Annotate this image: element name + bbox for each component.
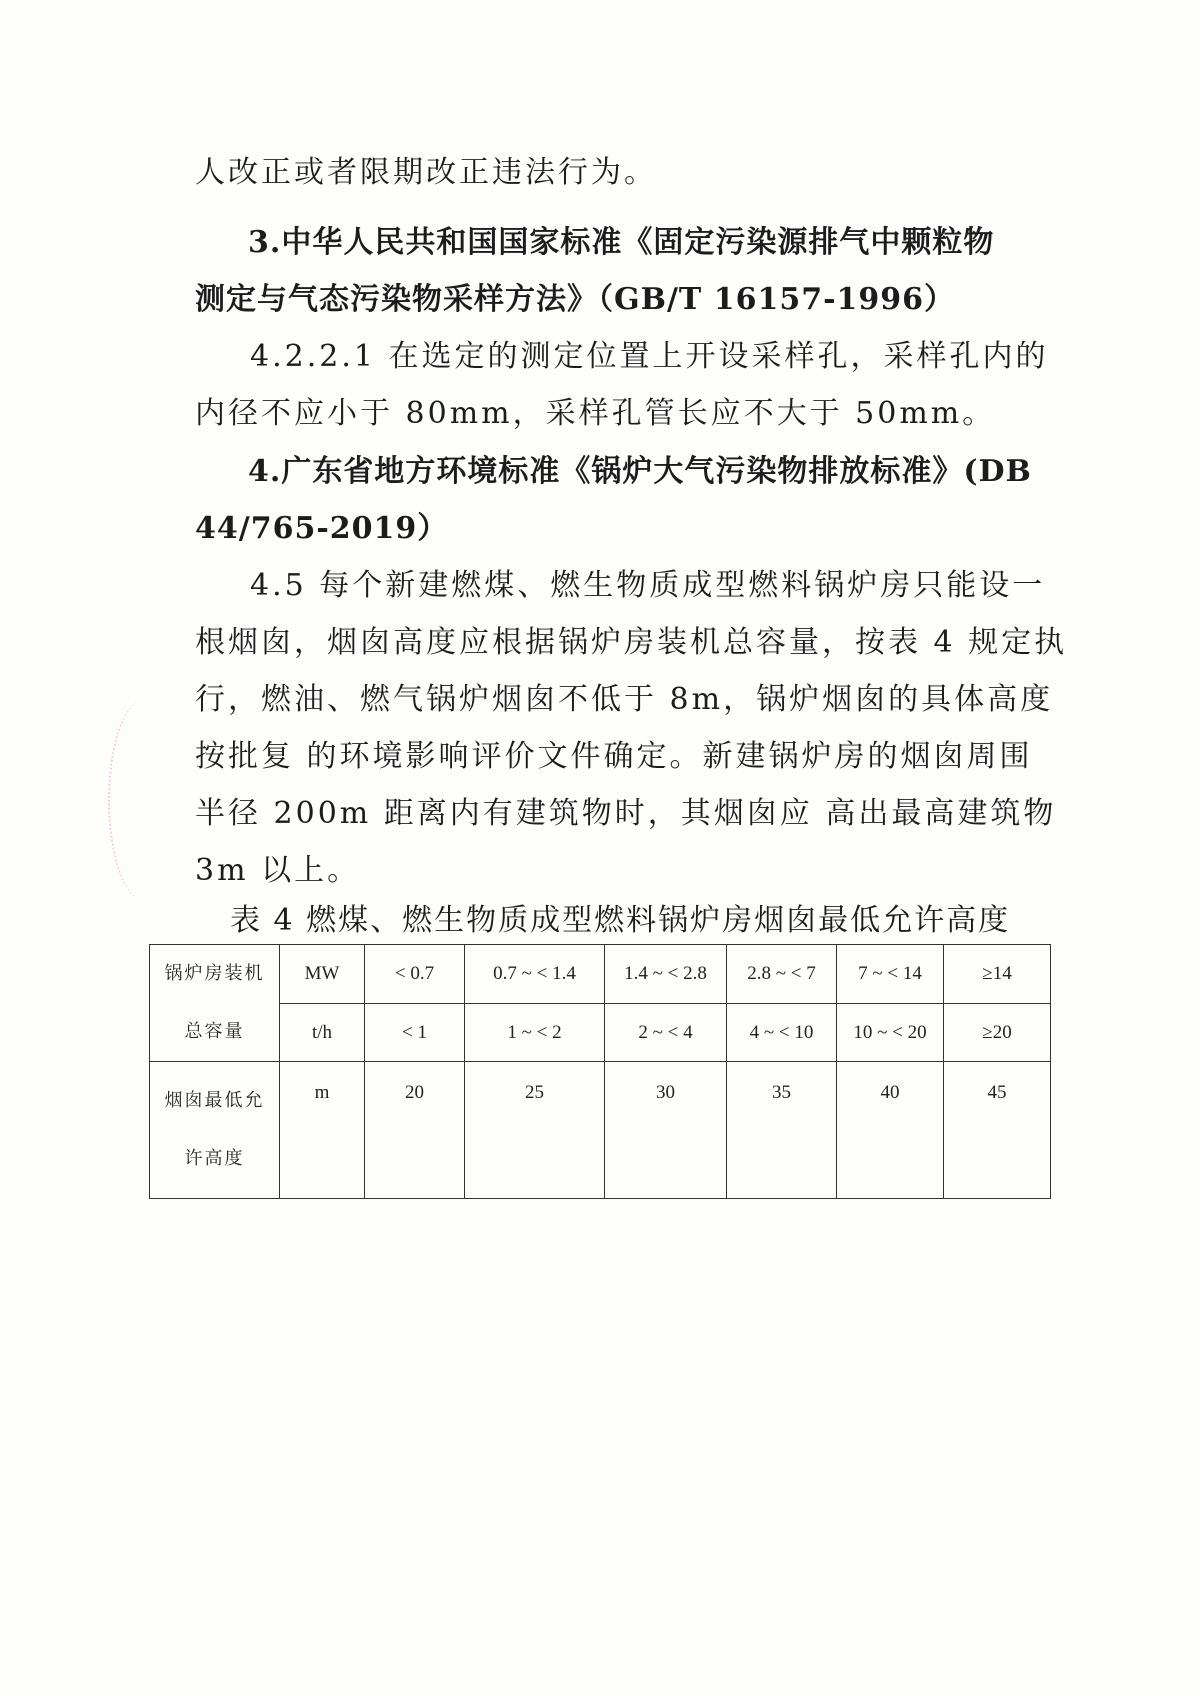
height-header-cell (150, 1062, 280, 1199)
th-cell: 10 ~ < 20 (837, 1004, 944, 1062)
unit-th: t/h (280, 1004, 365, 1062)
mw-cell: 2.8 ~ < 7 (727, 945, 837, 1004)
height-cell: 45 (944, 1062, 1051, 1199)
unit-mw: MW (280, 945, 365, 1004)
faint-stamp-mark (108, 700, 180, 900)
height-cell: 25 (465, 1062, 605, 1199)
table-row-height (150, 1062, 1051, 1199)
capacity-label-line1: 锅炉房装机 (164, 963, 265, 984)
th-cell: < 1 (365, 1004, 465, 1062)
section-heading-3-line1: 3.中华人民共和国国家标准《固定污染源排气中颗粒物 (248, 225, 995, 260)
mw-cell: 1.4 ~ < 2.8 (605, 945, 727, 1004)
clause-45-line2: 根烟囱，烟囱高度应根据锅炉房装机总容量，按表 4 规定执 (195, 625, 1068, 660)
clause-4221-line1: 4.2.2.1 在选定的测定位置上开设采样孔，采样孔内的 (250, 339, 1049, 374)
mw-cell: < 0.7 (365, 945, 465, 1004)
table-caption: 表 4 燃煤、燃生物质成型燃料锅炉房烟囱最低允许高度 (230, 903, 1011, 938)
table-row-th (150, 1004, 1051, 1062)
height-label-line1: 烟囱最低允 (164, 1090, 265, 1111)
table-row-mw (150, 945, 1051, 1004)
clause-45-line3: 行，燃油、燃气锅炉烟囱不低于 8m，锅炉烟囱的具体高度 (195, 682, 1054, 717)
height-cell: 30 (605, 1062, 727, 1199)
height-label-line2: 许高度 (184, 1148, 245, 1169)
th-cell: 1 ~ < 2 (465, 1004, 605, 1062)
th-cell: ≥20 (944, 1004, 1051, 1062)
capacity-header-cell (150, 945, 280, 1062)
clause-45-line6: 3m 以上。 (195, 853, 361, 888)
paragraph-continuation: 人改正或者限期改正违法行为。 (195, 155, 657, 190)
unit-m: m (280, 1062, 365, 1199)
section-heading-3-line2: 测定与气态污染物采样方法》（GB/T 16157-1996） (195, 282, 956, 317)
section-heading-4-line1: 4.广东省地方环境标准《锅炉大气污染物排放标准》(DB (248, 454, 1032, 489)
clause-45-line4: 按批复 的环境影响评价文件确定。新建锅炉房的烟囱周围 (195, 739, 1033, 774)
th-cell: 4 ~ < 10 (727, 1004, 837, 1062)
mw-cell: 0.7 ~ < 1.4 (465, 945, 605, 1004)
height-cell: 20 (365, 1062, 465, 1199)
section-heading-4-line2: 44/765-2019） (195, 511, 449, 546)
chimney-height-table (149, 944, 1051, 1199)
capacity-label-line2: 总容量 (184, 1021, 245, 1042)
clause-4221-line2: 内径不应小于 80mm，采样孔管长应不大于 50mm。 (195, 396, 996, 431)
height-cell: 40 (837, 1062, 944, 1199)
height-cell: 35 (727, 1062, 837, 1199)
clause-45-line5: 半径 200m 距离内有建筑物时，其烟囱应 高出最高建筑物 (195, 796, 1057, 831)
mw-cell: ≥14 (944, 945, 1051, 1004)
th-cell: 2 ~ < 4 (605, 1004, 727, 1062)
mw-cell: 7 ~ < 14 (837, 945, 944, 1004)
clause-45-line1: 4.5 每个新建燃煤、燃生物质成型燃料锅炉房只能设一 (250, 568, 1046, 603)
